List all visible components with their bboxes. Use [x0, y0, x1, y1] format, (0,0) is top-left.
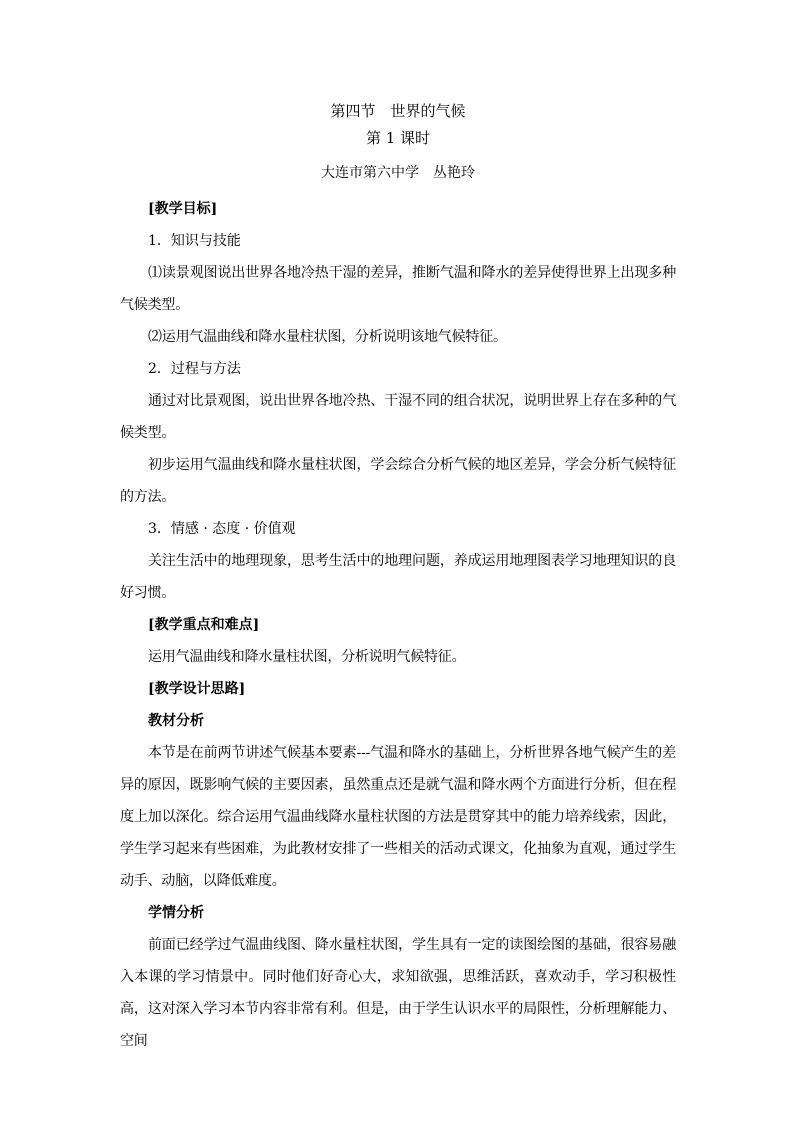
- emotion-heading: 3．情感 · 态度 · 价值观: [148, 521, 296, 537]
- key-points-text: 运用气温曲线和降水量柱状图，分析说明气候特征。: [148, 649, 466, 665]
- emotion-item-1: 关注生活中的地理现象，思考生活中的地理问题，养成运用地理图表学习地理知识的良好习惯。: [120, 553, 676, 601]
- key-points-heading: [教学重点和难点]: [148, 617, 260, 633]
- lesson-number: 第 1 课时: [365, 129, 431, 147]
- student-analysis-text: 前面已经学过气温曲线图、降水量柱状图，学生具有一定的读图绘图的基础，很容易融入本课的学习情景中。同时他们好奇心大，求知欲强，思维活跃，喜欢动手，学习积极性高，这对深入学习本节内容非常有利。但是，由于学生认识水平的局限性，分析理解能力、空间: [120, 937, 676, 1049]
- student-analysis-heading: 学情分析: [148, 905, 204, 921]
- knowledge-heading: 1．知识与技能: [148, 233, 241, 249]
- process-item-2: 初步运用气温曲线和降水量柱状图，学会综合分析气候的地区差异，学会分析气候特征的方法。: [120, 457, 676, 505]
- process-heading: 2．过程与方法: [148, 361, 241, 377]
- chapter-title: 第四节 世界的气候: [330, 102, 466, 120]
- document-page: [120, 98, 676, 1057]
- knowledge-item-2: ⑵运用气温曲线和降水量柱状图，分析说明该地气候特征。: [148, 329, 507, 345]
- textbook-analysis-heading: 教材分析: [148, 713, 204, 729]
- knowledge-item-1: ⑴读景观图说出世界各地冷热干湿的差异，推断气温和降水的差异使得世界上出现多种气候类型。: [120, 265, 676, 313]
- textbook-analysis-text: 本节是在前两节讲述气候基本要素---气温和降水的基础上，分析世界各地气候产生的差异的原因，既影响气候的主要因素，虽然重点还是就气温和降水两个方面进行分析，但在程度上加以深化。综合运用气温曲线降水量柱状图的方法是贯穿其中的能力培养线索，因此，学生学习起来有些困难，为此教材安排了一些相关的活动式课文，化抽象为直观，通过学生动手、动脑，以降低难度。: [120, 745, 676, 889]
- process-item-1: 通过对比景观图，说出世界各地冷热、干湿不同的组合状况，说明世界上存在多种的气候类型。: [120, 393, 676, 441]
- objectives-heading: [教学目标]: [148, 201, 218, 217]
- author-line: 大连市第六中学 丛艳玲: [321, 165, 475, 181]
- design-heading: [教学设计思路]: [148, 681, 246, 697]
